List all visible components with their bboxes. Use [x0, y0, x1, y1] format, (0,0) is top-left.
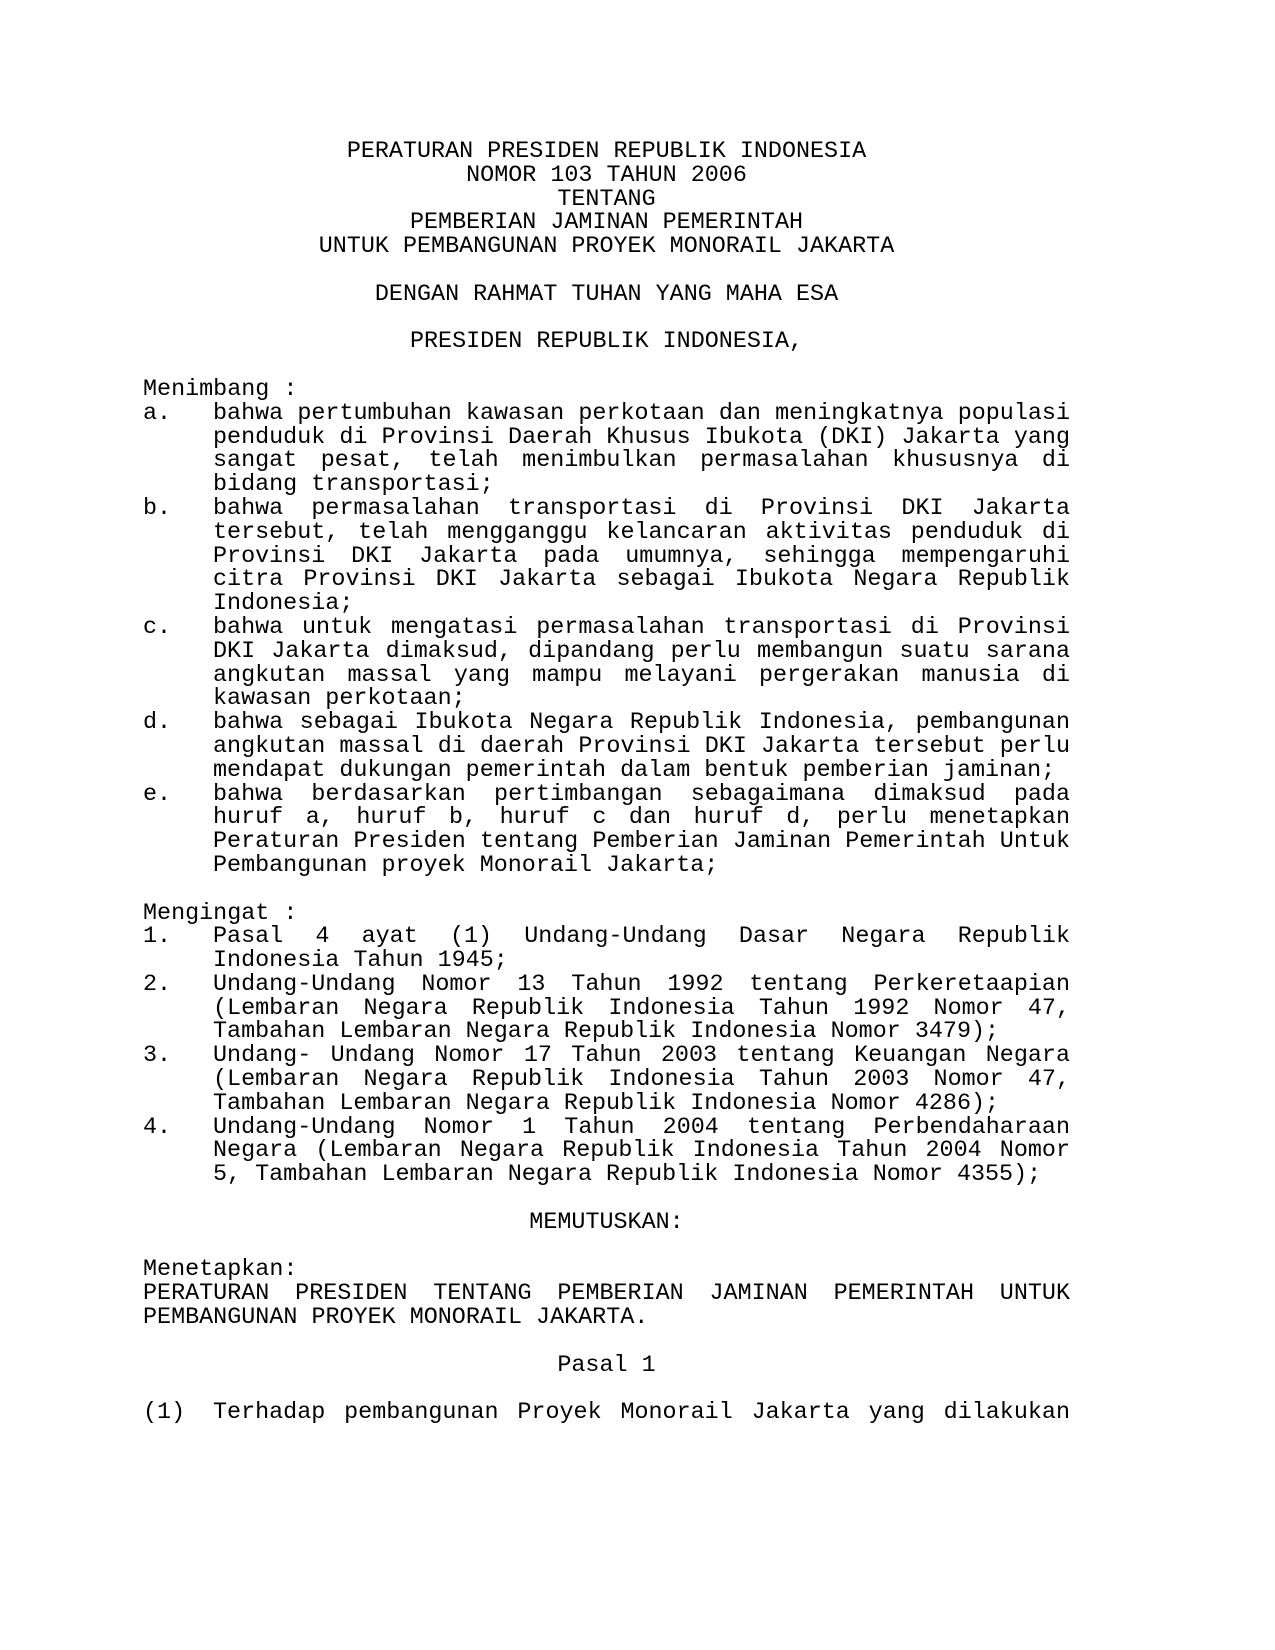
item-line: angkutan massal yang mampu melayani pergerakan manusia di: [213, 662, 1070, 689]
list-item: [143, 971, 1070, 1046]
list-item: [143, 400, 1070, 499]
list-item: [143, 614, 1070, 713]
mengingat-list: [143, 926, 1070, 1188]
title-block: [143, 141, 1070, 260]
item-line: bahwa untuk mengatasi permasalahan transportasi di Provinsi: [213, 614, 1070, 641]
item-line: bahwa sebagai Ibukota Negara Republik Indonesia, pembangunan: [213, 710, 1070, 737]
item-line: Undang-Undang Nomor 13 Tahun 1992 tentang Perkeretaapian: [213, 971, 1070, 998]
list-item: [143, 926, 1070, 974]
pasal-1-title: Pasal 1: [557, 1352, 656, 1379]
item-body: [213, 926, 1070, 974]
item-label: 4.: [143, 1114, 172, 1141]
list-item: [143, 781, 1070, 879]
item-body: [213, 1114, 1070, 1189]
item-line: Peraturan Presiden tentang Pemberian Jaminan Pemerintah Untuk: [213, 829, 1070, 856]
item-line: DKI Jakarta dimaksud, dipandang perlu membangun suatu sarana: [213, 638, 1070, 665]
item-label: (1): [143, 1400, 186, 1427]
title-line: TENTANG: [557, 186, 656, 213]
document-page: [143, 141, 1070, 1426]
item-body: [213, 1045, 1070, 1116]
item-line: citra Provinsi DKI Jakarta sebagai Ibukota Negara Republik: [213, 567, 1070, 594]
president-heading: PRESIDEN REPUBLIK INDONESIA,: [409, 329, 804, 356]
item-label: a.: [143, 400, 172, 427]
item-line: Tambahan Lembaran Negara Republik Indonesia Nomor 4286);: [213, 1090, 1000, 1117]
item-line: penduduk di Provinsi Daerah Khusus Ibukota (DKI) Jakarta yang: [213, 424, 1070, 451]
item-line: sangat pesat, telah menimbulkan permasalahan khususnya di: [213, 448, 1070, 475]
pasal-1-list: [143, 1402, 1070, 1426]
list-item: [143, 1402, 1070, 1426]
item-label: 1.: [143, 924, 172, 951]
item-body: [213, 781, 1070, 879]
item-body: [213, 971, 1070, 1046]
item-line: angkutan massal di daerah Provinsi DKI Jakarta tersebut perlu: [213, 733, 1070, 760]
item-line: kawasan perkotaan;: [213, 686, 466, 713]
item-label: c.: [143, 614, 172, 641]
title-line: PERATURAN PRESIDEN REPUBLIK INDONESIA: [346, 139, 867, 165]
mengingat-heading: Mengingat :: [143, 900, 298, 927]
item-line: Undang- Undang Nomor 17 Tahun 2003 tentang Keuangan Negara: [213, 1043, 1070, 1070]
item-line: (Lembaran Negara Republik Indonesia Tahun 2003 Nomor 47,: [213, 1067, 1070, 1094]
item-line: Pasal 4 ayat (1) Undang-Undang Dasar Negara Republik: [213, 924, 1070, 951]
list-item: [143, 1114, 1070, 1189]
item-body: [213, 712, 1070, 783]
title-line: NOMOR 103 TAHUN 2006: [466, 162, 747, 189]
item-label: 3.: [143, 1043, 172, 1070]
item-label: e.: [143, 781, 172, 808]
item-line: huruf a, huruf b, huruf c dan huruf d, perlu menetapkan: [213, 805, 1070, 832]
item-line: Indonesia Tahun 1945;: [213, 948, 508, 975]
menetapkan-heading: Menetapkan:: [143, 1257, 298, 1284]
item-label: 2.: [143, 971, 172, 998]
item-line: bahwa permasalahan transportasi di Provinsi DKI Jakarta: [213, 495, 1070, 522]
item-line: 5, Tambahan Lembaran Negara Republik Indonesia Nomor 4355);: [213, 1162, 1042, 1189]
invocation: DENGAN RAHMAT TUHAN YANG MAHA ESA: [374, 281, 839, 308]
item-line: Indonesia;: [213, 591, 354, 618]
item-line: Negara (Lembaran Negara Republik Indonesia Tahun 2004 Nomor: [213, 1138, 1070, 1165]
title-line: PEMBERIAN JAMINAN PEMERINTAH: [409, 210, 804, 237]
item-line: Provinsi DKI Jakarta pada umumnya, sehingga mempengaruhi: [213, 543, 1070, 570]
item-body: [213, 614, 1070, 713]
menetapkan-line: PERATURAN PRESIDEN TENTANG PEMBERIAN JAMINAN PEMERINTAH UNTUK: [143, 1281, 1070, 1308]
item-line: bahwa berdasarkan pertimbangan sebagaimana dimaksud pada: [213, 781, 1070, 808]
item-label: b.: [143, 495, 172, 522]
item-line: Tambahan Lembaran Negara Republik Indonesia Nomor 3479);: [213, 1019, 1000, 1046]
item-line: mendapat dukungan pemerintah dalam bentuk pemberian jaminan;: [213, 757, 1056, 784]
list-item: [143, 1045, 1070, 1116]
list-item: [143, 495, 1070, 618]
item-body: [213, 495, 1070, 618]
memutuskan-heading: MEMUTUSKAN:: [529, 1209, 684, 1236]
item-line: bidang transportasi;: [213, 472, 494, 499]
item-body: [213, 1402, 1070, 1426]
item-line: tersebut, telah mengganggu kelancaran aktivitas penduduk di: [213, 519, 1070, 546]
title-line: UNTUK PEMBANGUNAN PROYEK MONORAIL JAKARTA: [318, 234, 895, 261]
list-item: [143, 712, 1070, 783]
item-line: bahwa pertumbuhan kawasan perkotaan dan meningkatnya populasi: [213, 400, 1070, 427]
menimbang-list: [143, 400, 1070, 879]
item-line: (Lembaran Negara Republik Indonesia Tahun 1992 Nomor 47,: [213, 995, 1070, 1022]
item-line: Terhadap pembangunan Proyek Monorail Jakarta yang dilakukan: [213, 1400, 1070, 1427]
item-label: d.: [143, 710, 172, 737]
item-line: Pembangunan proyek Monorail Jakarta;: [213, 852, 719, 879]
menetapkan-line: PEMBANGUNAN PROYEK MONORAIL JAKARTA.: [143, 1305, 649, 1332]
menimbang-heading: Menimbang :: [143, 376, 298, 403]
item-body: [213, 400, 1070, 499]
item-line: Undang-Undang Nomor 1 Tahun 2004 tentang Perbendaharaan: [213, 1114, 1070, 1141]
